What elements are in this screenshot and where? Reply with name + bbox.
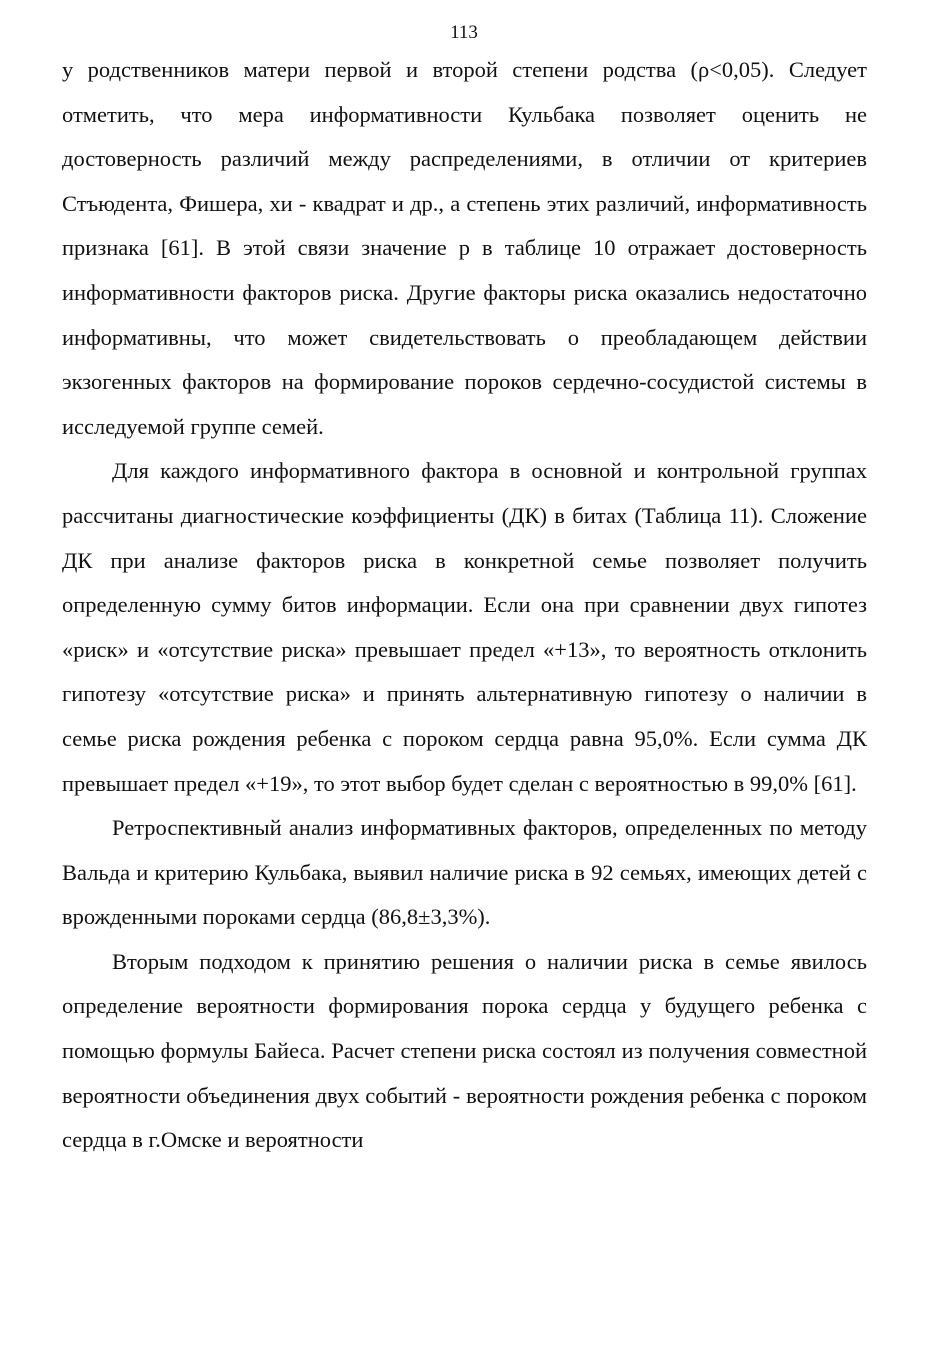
page-number: 113 bbox=[450, 22, 478, 43]
paragraph-continuation: у родственников матери первой и второй степени родства (ρ<0,05). Следует отметить, что мера информативности Кульбака позволяет оценить не достоверность различий между распределениями, в отличии от критериев Стъюдента, Фишера, хи - квадрат и др., а степень этих различий, информативность признака [61]. В этой связи значение р в таблице 10 отражает достоверность информативности факторов риска. Другие факторы риска оказались недостаточно информативны, что может свидетельствовать о преобладающем действии экзогенных факторов на формирование пороков сердечно-сосудистой системы в исследуемой группе семей. bbox=[62, 57, 867, 439]
document-body bbox=[62, 48, 867, 1163]
paragraph-bayes-approach: Вторым подходом к принятию решения о наличии риска в семье явилось определение вероятности формирования порока сердца у будущего ребенка с помощью формулы Байеса. Расчет степени риска состоял из получения совместной вероятности объединения двух событий - вероятности рождения ребенка с пороком сердца в г.Омске и вероятности bbox=[62, 948, 867, 1153]
paragraph-diagnostic-coefficients: Для каждого информативного фактора в основной и контрольной группах рассчитаны диагностические коэффициенты (ДК) в битах (Таблица 11). Сложение ДК при анализе факторов риска в конкретной семье позволяет получить определенную сумму битов информации. Если она при сравнении двух гипотез «риск» и «отсутствие риска» превышает предел «+13», то вероятность отклонить гипотезу «отсутствие риска» и принять альтернативную гипотезу о наличии в семье риска рождения ребенка с пороком сердца равна 95,0%. Если сумма ДК превышает предел «+19», то этот выбор будет сделан с вероятностью в 99,0% [61]. bbox=[62, 458, 867, 796]
paragraph-retrospective-analysis: Ретроспективный анализ информативных факторов, определенных по методу Вальда и критерию Кульбака, выявил наличие риска в 92 семьях, имеющих детей с врожденными пороками сердца (86,8±3,3%). bbox=[62, 815, 867, 930]
